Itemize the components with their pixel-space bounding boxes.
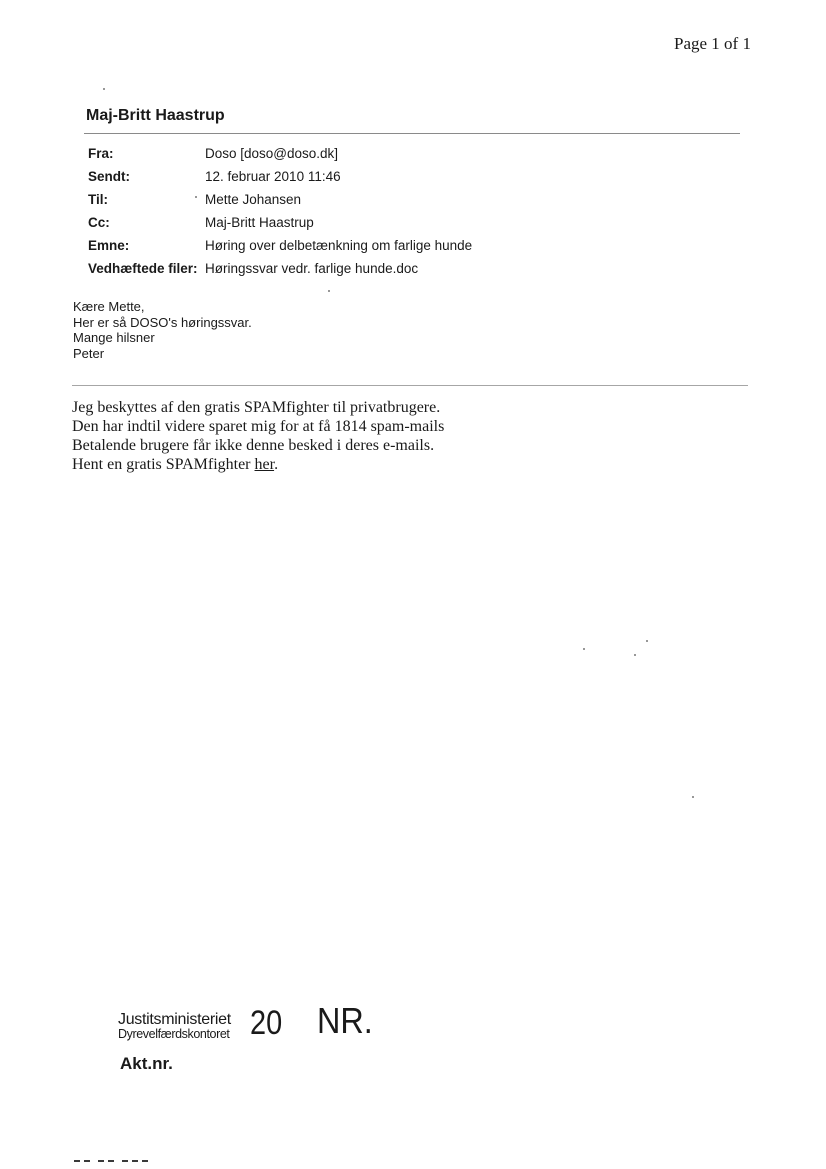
header-row-from [88, 146, 472, 169]
page-indicator: Page 1 of 1 [674, 34, 751, 53]
body-line: Peter [73, 345, 105, 361]
scan-speck [103, 88, 105, 90]
body-line: Her er så DOSO's høringssvar. [73, 314, 252, 330]
header-row-sent [88, 169, 472, 192]
header-label: Emne: [88, 238, 130, 253]
header-value: Doso [doso@doso.dk] [205, 146, 339, 161]
header-value: 12. februar 2010 11:46 [205, 169, 341, 184]
header-value: Høring over delbetænkning om farlige hunde [205, 238, 473, 253]
stamp-akt-label: Akt.nr. [120, 1054, 173, 1073]
header-row-attachments [88, 261, 472, 284]
header-row-cc [88, 215, 472, 238]
header-value: Maj-Britt Haastrup [205, 215, 314, 230]
header-label: Fra: [88, 146, 114, 161]
header-label: Sendt: [88, 169, 130, 184]
spam-last-line [72, 455, 444, 474]
spamfighter-download-link[interactable]: her [254, 456, 275, 473]
header-label: Cc: [88, 215, 110, 230]
email-header-table [88, 146, 472, 284]
sender-name-heading: Maj-Britt Haastrup [86, 107, 225, 124]
stamp-ministry: Justitsministeriet [118, 1011, 231, 1028]
spamfighter-notice [72, 398, 444, 474]
signature-divider [72, 385, 748, 386]
scan-speck [634, 654, 636, 656]
scan-speck [195, 196, 197, 198]
scan-speck [583, 648, 585, 650]
header-row-subject [88, 238, 472, 261]
body-line: Kære Mette, [73, 299, 145, 314]
spam-line: Jeg beskyttes af den gratis SPAMfighter til privatbrugere. [72, 399, 441, 416]
spam-line-prefix: Hent en gratis SPAMfighter [72, 456, 255, 473]
stamp-office: Dyrevelfærdskontoret [118, 1027, 230, 1041]
spam-line: Den har indtil videre sparet mig for at få 1814 spam-mails [72, 418, 445, 435]
cut-off-date-stamp [74, 1160, 152, 1169]
header-label: Til: [88, 192, 108, 207]
header-value: Mette Johansen [205, 192, 302, 207]
scan-speck [646, 640, 648, 642]
email-body [73, 299, 252, 361]
header-row-to [88, 192, 472, 215]
stamp-number: 20 [250, 1004, 283, 1042]
spam-line-suffix: . [274, 456, 279, 473]
spam-line: Betalende brugere får ikke denne besked i deres e-mails. [72, 437, 435, 454]
scan-speck [692, 796, 694, 798]
header-label: Vedhæftede filer: [88, 261, 198, 276]
header-divider [84, 133, 740, 134]
scan-speck [328, 290, 330, 292]
attachment-name: Høringssvar vedr. farlige hunde.doc [205, 261, 419, 276]
stamp-nr-label: NR. [317, 1000, 373, 1041]
body-line: Mange hilsner [73, 330, 155, 345]
